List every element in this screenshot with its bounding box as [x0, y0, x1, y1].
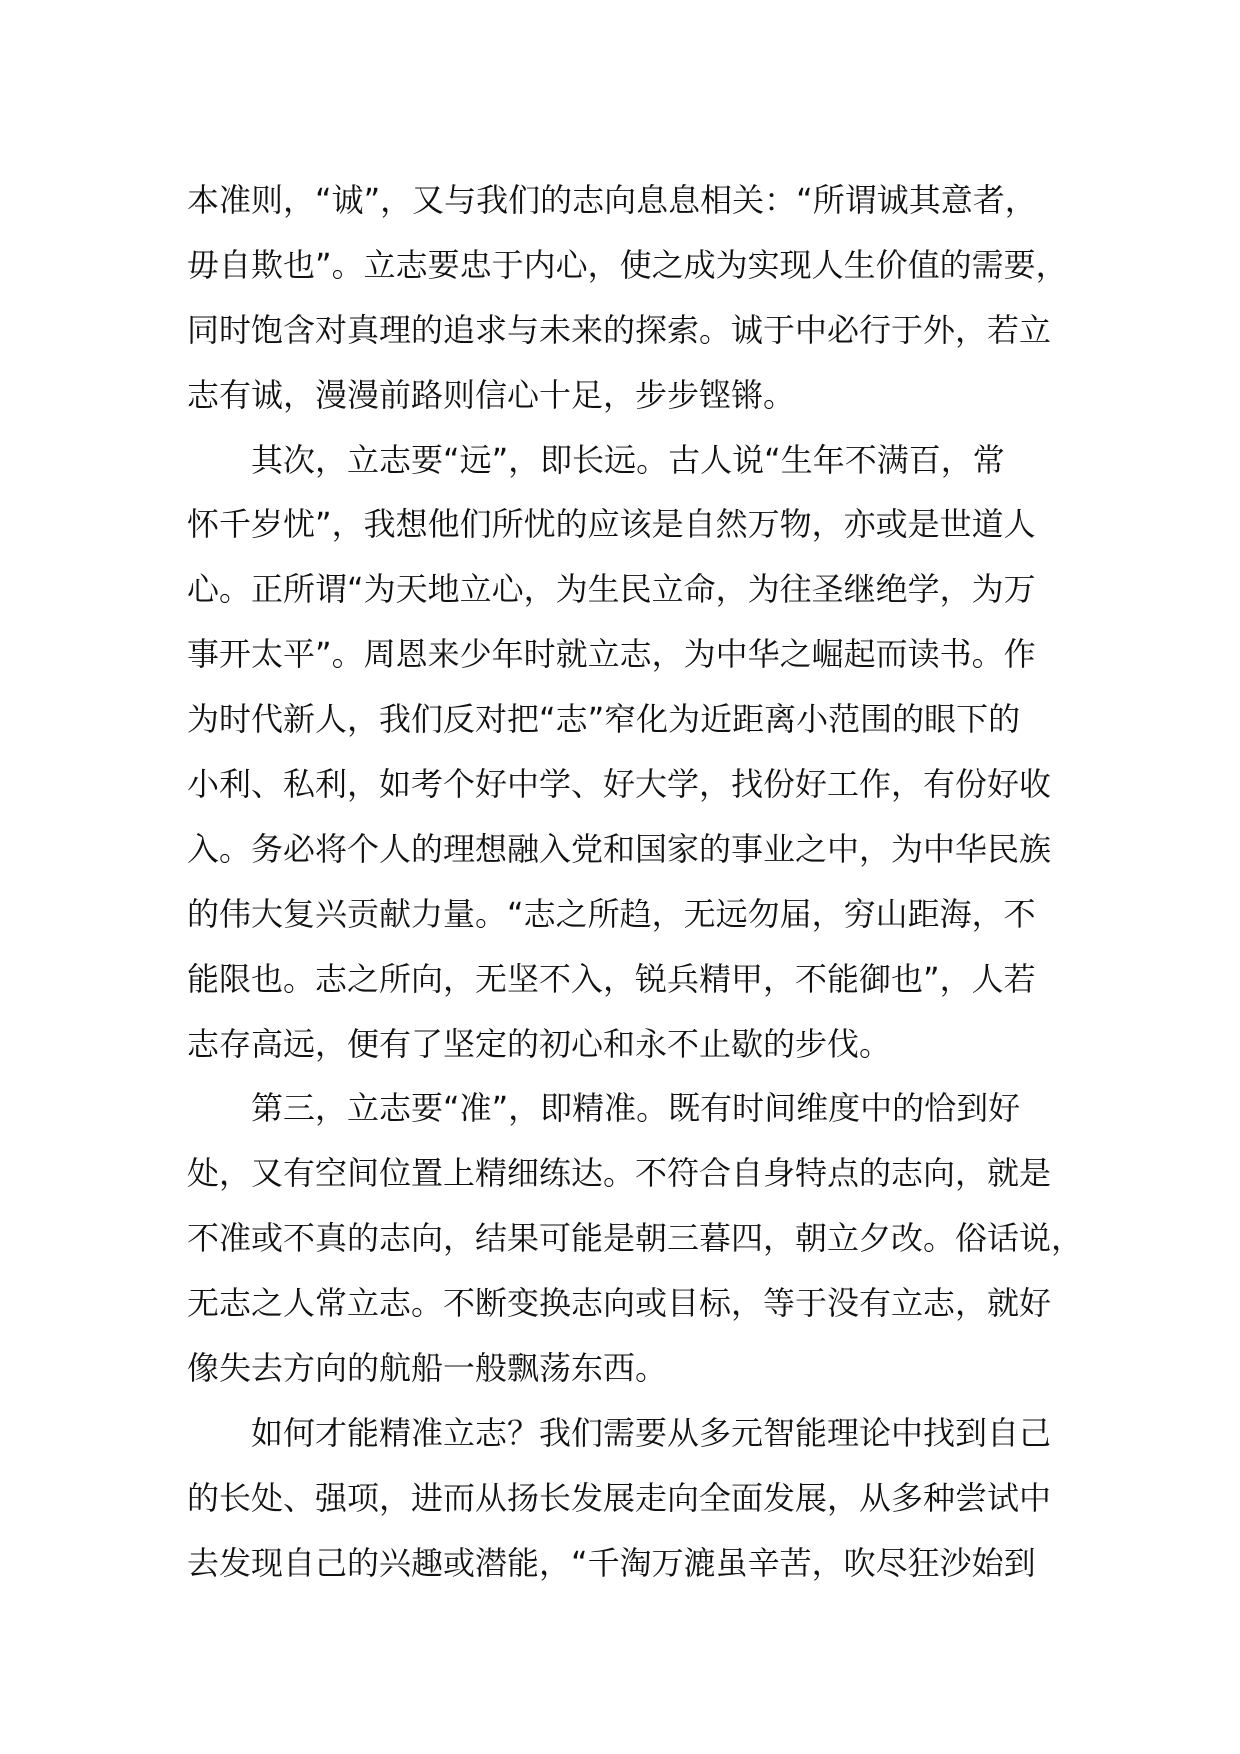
text-line: 的伟大复兴贡献力量。“志之所趋，无远勿届，穷山距海，不	[187, 894, 1036, 933]
text-line: 心。正所谓“为天地立心，为生民立命，为往圣继绝学，为万	[187, 570, 1036, 609]
text-line: 本准则，“诚”，又与我们的志向息息相关：“所谓诚其意者，	[187, 181, 1037, 219]
text-line: 处，又有空间位置上精细练达。不符合自身特点的志向，就是	[187, 1154, 1052, 1193]
text-line: 入。务必将个人的理想融入党和国家的事业之中，为中华民族	[187, 829, 1052, 868]
text-line: 无志之人常立志。不断变换志向或目标，等于没有立志，就好	[187, 1284, 1052, 1323]
text-line: 为时代新人，我们反对把“志”窄化为近距离小范围的眼下的	[187, 700, 1021, 739]
text-line: 去发现自己的兴趣或潜能，“千淘万漉虽辛苦，吹尽狂沙始到	[187, 1543, 1036, 1582]
text-line: 不准或不真的志向，结果可能是朝三暮四，朝立夕改。俗话说，	[187, 1219, 1084, 1258]
text-line: 小利、私利，如考个好中学、好大学，找份好工作，有份好收	[187, 765, 1052, 804]
body-text	[187, 168, 1087, 1596]
text-line: 志存高远，便有了坚定的初心和永不止歇的步伐。	[187, 1024, 892, 1063]
text-line: 怀千岁忧”，我想他们所忧的应该是自然万物，亦或是世道人	[187, 505, 1036, 544]
text-line: 同时饱含对真理的追求与未来的探索。诚于中必行于外，若立	[187, 310, 1052, 349]
text-line: 志有诚，漫漫前路则信心十足，步步铿锵。	[187, 375, 796, 414]
text-line: 如何才能精准立志？我们需要从多元智能理论中找到自己	[251, 1413, 1052, 1452]
text-line: 第三，立志要“准”，即精准。既有时间维度中的恰到好	[251, 1089, 1021, 1128]
text-line: 像失去方向的航船一般飘荡东西。	[187, 1349, 668, 1388]
text-line: 的长处、强项，进而从扬长发展走向全面发展，从多种尝试中	[187, 1478, 1052, 1517]
text-line: 毋自欺也”。立志要忠于内心，使之成为实现人生价值的需要，	[187, 245, 1068, 284]
text-line: 能限也。志之所向，无坚不入，锐兵精甲，不能御也”，人若	[187, 959, 1036, 998]
text-line: 其次，立志要“远”，即长远。古人说“生年不满百，常	[251, 440, 1005, 479]
text-line: 事开太平”。周恩来少年时就立志，为中华之崛起而读书。作	[187, 635, 1036, 674]
